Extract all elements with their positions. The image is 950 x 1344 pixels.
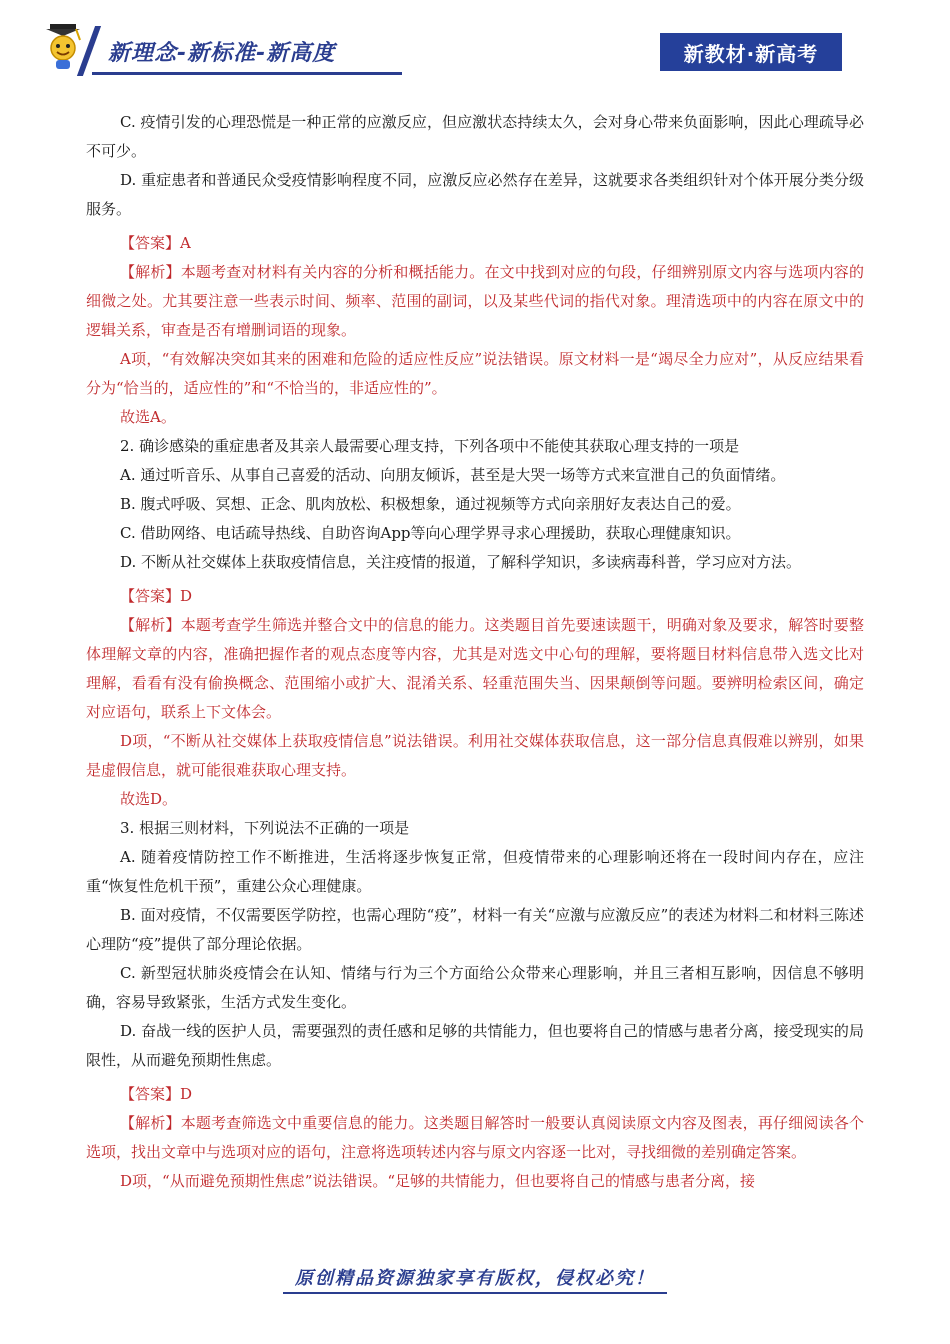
slogan-band [92, 32, 402, 75]
question-paragraph: B. 面对疫情，不仅需要医学防控，也需心理防“疫”，材料一有关“应激与应激反应”的表述为材料二和材料三陈述心理防“疫”提供了部分理论依据。 [86, 906, 864, 953]
answer-paragraph: 【解析】本题考查筛选文中重要信息的能力。这类题目解答时一般要认真阅读原文内容及图表，再仔细阅读各个选项，找出文章中与选项对应的语句，注意将选项转述内容与原文内容逐一比对，寻找细微的差别确定答案。 [86, 1114, 864, 1161]
question-paragraph: D. 奋战一线的医护人员，需要强烈的责任感和足够的共情能力，但也要将自己的情感与患者分离，接受现实的局限性，从而避免预期性焦虑。 [86, 1022, 864, 1069]
edition-badge: 新教材·新高考 [660, 33, 842, 71]
answer-paragraph: D项，“从而避免预期性焦虑”说法错误。“足够的共情能力，但也要将自己的情感与患者分离，接 [120, 1172, 756, 1190]
question-paragraph: C. 新型冠状肺炎疫情会在认知、情绪与行为三个方面给公众带来心理影响，并且三者相互影响，因信息不够明确，容易导致紧张，生活方式发生变化。 [86, 964, 864, 1011]
answer-paragraph: 【解析】本题考查学生筛选并整合文中的信息的能力。这类题目首先要速读题干，明确对象及要求，解答时要整体理解文章的内容，准确把握作者的观点态度等内容，尤其是对选文中心句的理解，要将题目材料信息带入选文比对理解，看看有没有偷换概念、范围缩小或扩大、混淆关系、轻重范围失当、因果颠倒等问题。要辨明检索区间，确定对应语句，联系上下文体会。 [86, 616, 864, 721]
question-paragraph: D. 重症患者和普通民众受疫情影响程度不同，应激反应必然存在差异，这就要求各类组织针对个体开展分类分级服务。 [86, 171, 864, 218]
answer-paragraph: 【解析】本题考查对材料有关内容的分析和概括能力。在文中找到对应的句段，仔细辨别原文内容与选项内容的细微之处。尤其要注意一些表示时间、频率、范围的副词，以及某些代词的指代对象。理清选项中的内容在原文中的逻辑关系，审查是否有增删词语的现象。 [86, 263, 864, 339]
answer-paragraph: A项，“有效解决突如其来的困难和危险的适应性反应”说法错误。原文材料一是“竭尽全力应对”，从反应结果看分为“恰当的，适应性的”和“不恰当的，非适应性的”。 [86, 350, 864, 397]
answer-paragraph: 【答案】D [120, 1085, 193, 1103]
page-footer [0, 1258, 950, 1298]
page-header [0, 0, 950, 90]
answer-paragraph: 【答案】A [120, 234, 191, 252]
question-paragraph: C. 疫情引发的心理恐慌是一种正常的应激反应，但应激状态持续太久，会对身心带来负面影响，因此心理疏导必不可少。 [86, 113, 864, 160]
answer-paragraph: D项，“不断从社交媒体上获取疫情信息”说法错误。利用社交媒体获取信息，这一部分信息真假难以辨别，如果是虚假信息，就可能很难获取心理支持。 [86, 732, 864, 779]
copyright-notice: 原创精品资源独家享有版权，侵权必究！ [283, 1262, 667, 1294]
question-paragraph: 2. 确诊感染的重症患者及其亲人最需要心理支持，下列各项中不能使其获取心理支持的一项是 [120, 437, 740, 455]
slogan-text: 新理念-新标准-新高度 [108, 41, 336, 66]
answer-paragraph: 故选A。 [120, 408, 176, 426]
question-paragraph: 3. 根据三则材料，下列说法不正确的一项是 [120, 819, 410, 837]
question-paragraph: A. 随着疫情防控工作不断推进，生活将逐步恢复正常，但疫情带来的心理影响还将在一段时间内存在，应注重“恢复性危机干预”，重建公众心理健康。 [86, 848, 864, 895]
scholar-mascot-icon [42, 22, 86, 70]
document-body [86, 108, 864, 1196]
answer-paragraph: 【答案】D [120, 587, 193, 605]
question-paragraph: C. 借助网络、电话疏导热线、自助咨询App等向心理学界寻求心理援助，获取心理健康知识。 [120, 524, 741, 542]
answer-paragraph: 故选D。 [120, 790, 178, 808]
question-paragraph: D. 不断从社交媒体上获取疫情信息，关注疫情的报道，了解科学知识，多读病毒科普，学习应对方法。 [120, 553, 802, 571]
question-paragraph: B. 腹式呼吸、冥想、正念、肌肉放松、积极想象，通过视频等方式向亲朋好友表达自己的爱。 [120, 495, 741, 513]
question-paragraph: A. 通过听音乐、从事自己喜爱的活动、向朋友倾诉，甚至是大哭一场等方式来宣泄自己的负面情绪。 [120, 466, 786, 484]
